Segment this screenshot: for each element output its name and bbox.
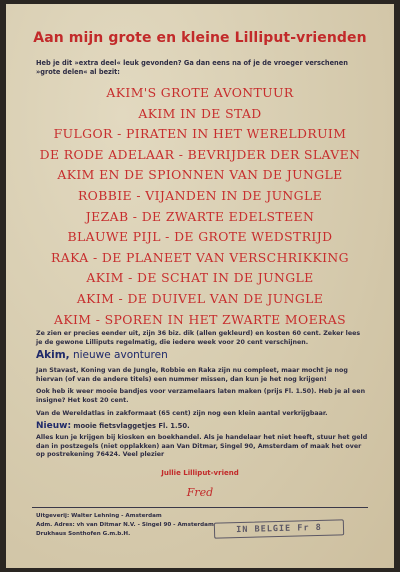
imprint [36,512,214,539]
book-title: AKIM'S GROTE AVONTUUR [106,85,294,100]
book-title: AKIM - DE SCHAT IN DE JUNGLE [86,270,314,286]
akim-heading-name: Akim, [36,349,70,361]
page-title: Aan mijn grote en kleine Lilliput-vrienden [33,30,367,46]
nieuw-text: mooie fietsvlaggetjes Fl. 1.50. [73,422,190,430]
book-title: RAKA - DE PLANEET VAN VERSCHRIKKING [51,249,349,265]
book-title: AKIM IN DE STAD [138,105,262,121]
atlas-paragraph: Van de Wereldatlas in zakformaat (65 cent) zijn nog een klein aantal verkrijgbaar. [36,410,328,417]
book-title-list [6,83,394,330]
nieuw-label: Nieuw: [36,421,72,431]
imprint-line: Uitgeverij: Walter Lehning - Amsterdam [36,513,162,519]
ordering-paragraph: Alles kun je krijgen bij kiosken en boekhandel. Als je handelaar het niet heeft, stuur het geld dan in postzegels (niet opplakken) aan Van Ditmar, Singel 90, Amsterdam of maak het over op postrekening 76424. Veel plezier [36,434,368,459]
book-title: AKIM EN DE SPIONNEN VAN DE JUNGLE [57,167,343,183]
closing-line: Jullie Lilliput-vriend [161,469,239,477]
akim-heading-sub: nieuwe avonturen [72,349,168,361]
book-title: AKIM - DE DUIVEL VAN DE JUNGLE [76,290,324,306]
price-paragraph: Ze zien er precies eender uit, zijn 36 biz. dik (allen gekleurd) en kosten 60 cent. Zeker lees je de gewone Lilliputs regelmatig, die iedere week voor 20 cent verschijnen. [36,330,361,346]
book-title: JEZAB - DE ZWARTE EDELSTEEN [85,208,315,224]
magazine-back-cover [6,4,394,568]
nieuw-line [36,421,190,431]
imprint-line: Adm. Adres: vh van Ditmar N.V. - Singel 90 - Amsterdam [36,522,214,528]
book-title: FULGOR - PIRATEN IN HET WERELDRUIM [53,126,347,142]
akim-heading [36,349,168,361]
divider [32,507,368,508]
intro-text: Heb je dit »extra deel« leuk gevonden? Ga dan eens na of je de vroeger verschenen »grote delen« al bezit: [36,59,348,76]
signature: Fred [186,486,214,499]
back-issues-paragraph: Jan Stavast, Koning van de Jungle, Robbie en Raka zijn nu compleet, maar mocht je nog hiervan (of van de andere titels) een nummer missen, dan kun je het nog krijgen! [36,367,348,383]
book-title: BLAUWE PIJL - DE GROTE WEDSTRIJD [67,229,333,245]
price-stamp: IN BELGIE Fr 8 [214,519,344,538]
book-title: ROBBIE - VIJANDEN IN DE JUNGLE [77,187,323,203]
binders-paragraph: Ook heb ik weer mooie bandjes voor verzamelaars laten maken (prijs Fl. 1.50). Heb je al een insigne? Het kost 20 cent. [36,388,366,404]
book-title: DE RODE ADELAAR - BEVRIJDER DER SLAVEN [39,146,361,162]
imprint-line: Drukhaus Sonthofen G.m.b.H. [36,531,131,537]
book-title: AKIM - SPOREN IN HET ZWARTE MOERAS [53,311,346,327]
